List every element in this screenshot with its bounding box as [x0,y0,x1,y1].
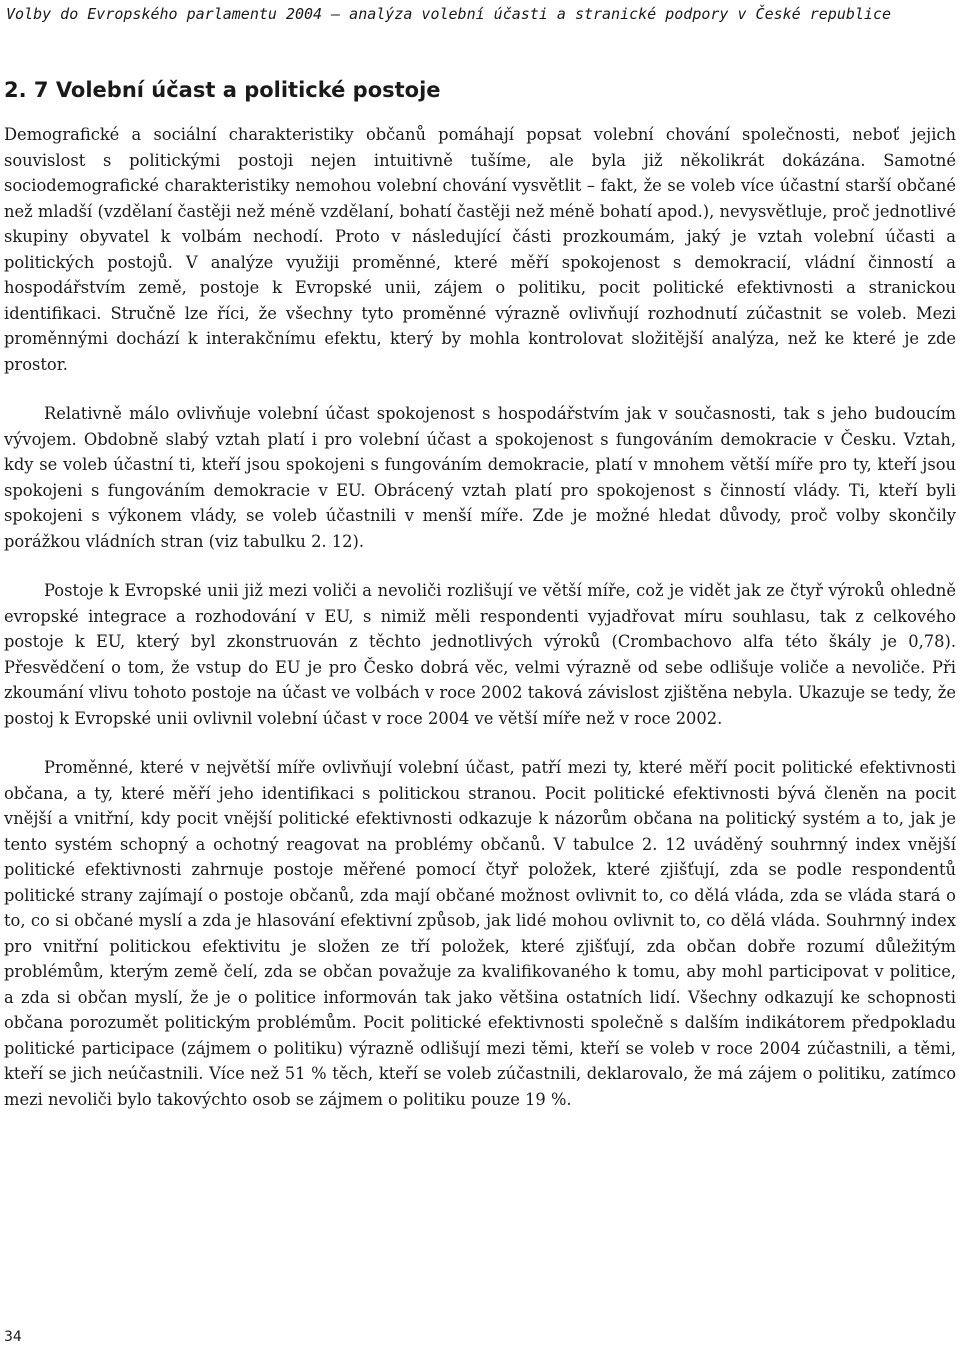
running-header: Volby do Evropského parlamentu 2004 – analýza volební účasti a stranické podpory v České republice [6,5,892,23]
paragraph-1: Demografické a sociální charakteristiky občanů pomáhají popsat volební chování společnosti, neboť jejich souvislost s politickými postoji nejen intuitivně tušíme, ale byla již několikrát dokázána. Samotné sociodemografické charakteristiky nemohou volební chování vysvětlit – fakt, že se voleb více účastní starší občané než mladší (vzdělaní častěji než méně vzdělaní, bohatí častěji než méně bohatí apod.), nevysvětluje, proč jednotlivé skupiny obyvatel k volbám nechodí. Proto v následující části prozkoumám, jaký je vztah volební účasti a politických postojů. V analýze využiji proměnné, které měří spokojenost s demokracií, vládní činností a hospodářstvím země, postoje k Evropské unii, zájem o politiku, pocit politické efektivnosti a stranickou identifikaci. Stručně lze říci, že všechny tyto proměnné výrazně ovlivňují rozhodnutí zúčastnit se voleb. Mezi proměnnými dochází k interakčnímu efektu, který by mohla kontrolovat složitější analýza, než ke které je zde prostor. [4,125,956,374]
paragraph-2: Relativně málo ovlivňuje volební účast spokojenost s hospodářstvím jak v současnosti, tak s jeho budoucím vývojem. Obdobně slabý vztah platí i pro volební účast a spokojenost s fungováním demokracie v Česku. Vztah, kdy se voleb účastní ti, kteří jsou spokojeni s fungováním demokracie, platí v mnohem větší míře pro ty, kteří jsou spokojeni s fungováním demokracie v EU. Obrácený vztah platí pro spokojenost s činností vlády. Ti, kteří byli spokojeni s výkonem vlády, se voleb účastnili v menší míře. Zde je možné hledat důvody, proč volby skončily porážkou vládních stran (viz tabulku 2. 12). [4,404,956,551]
body-text [4,122,956,1112]
paragraph-4: Proměnné, které v největší míře ovlivňují volební účast, patří mezi ty, které měří pocit politické efektivnosti občana, a ty, které měří jeho identifikaci s politickou stranou. Pocit politické efektivnosti bývá členěn na pocit vnější a vnitřní, kdy pocit vnější politické efektivnosti odkazuje k názorům občana na politický systém a to, jak je tento systém schopný a ochotný reagovat na problémy občanů. V tabulce 2. 12 uváděný souhrnný index vnější politické efektivnosti zahrnuje postoje měřené pomocí čtyř položek, které zjišťují, zda se podle respondentů politické strany zajímají o postoje občanů, zda mají občané možnost ovlivnit to, co dělá vláda, zda se vláda stará o to, co si občané myslí a zda je hlasování efektivní způsob, jak lidé mohou ovlivnit to, co dělá vláda. Souhrnný index pro vnitřní politickou efektivitu je složen ze tří položek, které zjišťují, zda občan dobře rozumí důležitým problémům, kterým země čelí, zda se občan považuje za kvalifikovaného k tomu, aby mohl participovat v politice, a zda si občan myslí, že je o politice informován tak jako většina ostatních lidí. Všechny odkazují ke schopnosti občana porozumět politickým problémům. Pocit politické efektivnosti společně s dalším indikátorem předpokladu politické participace (zájmem o politiku) výrazně odlišují mezi těmi, kteří se voleb v roce 2004 zúčastnili, a těmi, kteří se jich neúčastnili. Více než 51 % těch, kteří se voleb zúčastnili, deklarovalo, že má zájem o politiku, zatímco mezi nevoliči bylo takovýchto osob se zájmem o politiku pouze 19 %. [4,758,956,1109]
paragraph-3: Postoje k Evropské unii již mezi voliči a nevoliči rozlišují ve větší míře, což je vidět jak ze čtyř výroků ohledně evropské integrace a rozhodování v EU, s nimiž měli respondenti vyjadřovat míru souhlasu, tak z celkového postoje k EU, který byl zkonstruován z těchto jednotlivých výroků (Crombachovo alfa této škály je 0,78). Přesvědčení o tom, že vstup do EU je pro Česko dobrá věc, velmi výrazně od sebe odlišuje voliče a nevoliče. Při zkoumání vlivu tohoto postoje na účast ve volbách v roce 2002 taková závislost zjištěna nebyla. Ukazuje se tedy, že postoj k Evropské unii ovlivnil volební účast v roce 2004 ve větší míře než v roce 2002. [4,581,956,728]
page-number: 34 [4,1329,22,1345]
chapter-title: 2. 7 Volební účast a politické postoje [4,78,441,102]
